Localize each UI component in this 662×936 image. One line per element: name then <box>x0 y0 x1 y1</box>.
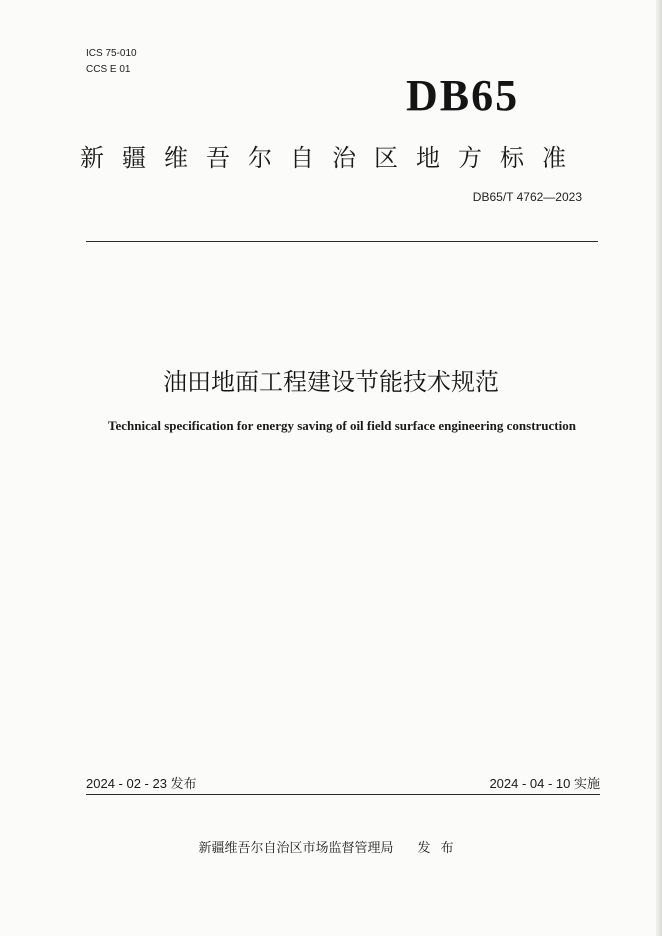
top-divider <box>86 241 598 242</box>
scan-edge-shadow <box>656 0 662 936</box>
ccs-code: CCS E 01 <box>86 64 131 75</box>
db65-logo: DB65 <box>406 71 520 120</box>
standard-number: DB65/T 4762—2023 <box>472 190 582 204</box>
issue-date: 2024 - 02 - 23 发布 <box>86 776 197 791</box>
ics-code: ICS 75-010 <box>86 48 137 59</box>
chinese-title: 油田地面工程建设节能技术规范 <box>163 368 499 396</box>
english-title: Technical specification for energy saving of oil field surface engineering construction <box>108 418 576 433</box>
bottom-divider <box>86 794 600 795</box>
implementation-date: 2024 - 04 - 10 实施 <box>489 776 600 791</box>
issuer-line <box>0 837 662 856</box>
standard-type-heading: 新疆维吾尔自治区地方标准 <box>80 144 584 172</box>
issuer-action: 发布 <box>417 841 464 856</box>
issuer-name: 新疆维吾尔自治区市场监督管理局 <box>198 841 394 856</box>
classification-codes <box>86 46 137 78</box>
